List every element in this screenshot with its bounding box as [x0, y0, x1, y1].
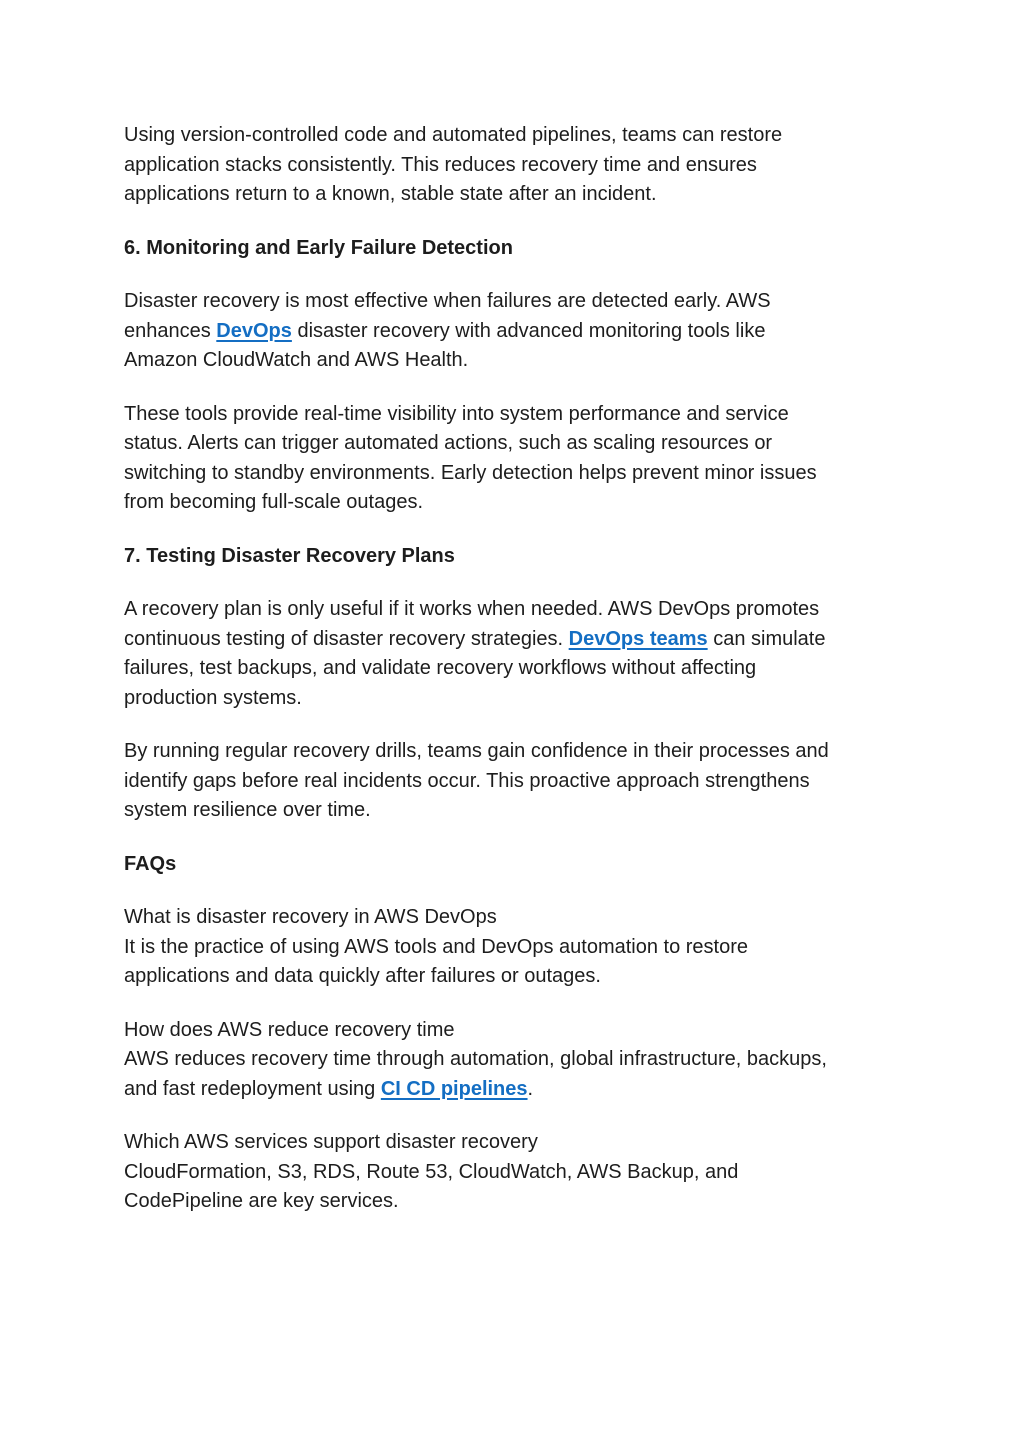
- text-line: status. Alerts can trigger automated actions, such as scaling resources or: [124, 432, 773, 454]
- text-line: identify gaps before real incidents occur. This proactive approach strengthens: [124, 769, 810, 792]
- faq-question: How does AWS reduce recovery time: [124, 1018, 455, 1041]
- text-segment: enhances: [124, 319, 217, 342]
- paragraph-recovery-drills: [124, 737, 963, 826]
- text-line: Amazon CloudWatch and AWS Health.: [124, 349, 469, 371]
- paragraph-recovery-plan-testing: [124, 595, 963, 713]
- text-segment: disaster recovery with advanced monitoring tools like: [291, 319, 766, 342]
- text-line: These tools provide real-time visibility into system performance and service: [124, 402, 789, 425]
- text-line: application stacks consistently. This reduces recovery time and ensures: [124, 153, 757, 176]
- heading-testing-disaster-recovery-plans: 7. Testing Disaster Recovery Plans: [124, 544, 455, 567]
- text-line: switching to standby environments. Early detection helps prevent minor issues: [124, 461, 817, 484]
- link-ci-cd-pipelines[interactable]: CI CD pipelines: [380, 1077, 528, 1100]
- text-line: system resilience over time.: [124, 799, 371, 821]
- faq-question: What is disaster recovery in AWS DevOps: [124, 906, 497, 928]
- faq-item-how-aws-reduces-recovery-time: [124, 1016, 963, 1105]
- text-line: [124, 317, 963, 347]
- text-segment: .: [527, 1077, 534, 1100]
- heading-monitoring-early-failure-detection: 6. Monitoring and Early Failure Detection: [124, 236, 513, 259]
- faq-item-which-aws-services: [124, 1128, 963, 1217]
- text-segment: and fast redeployment using: [124, 1077, 381, 1100]
- faq-answer-line: CloudFormation, S3, RDS, Route 53, CloudWatch, AWS Backup, and: [124, 1160, 739, 1183]
- paragraph-monitoring-tools: [124, 287, 963, 376]
- text-line: from becoming full-scale outages.: [124, 491, 424, 513]
- link-devops[interactable]: DevOps: [216, 319, 292, 342]
- link-devops-teams[interactable]: DevOps teams: [568, 627, 708, 650]
- paragraph-intro: [124, 121, 963, 210]
- heading-faqs: FAQs: [124, 852, 177, 875]
- text-line: failures, test backups, and validate recovery workflows without affecting: [124, 657, 757, 679]
- faq-answer-line: AWS reduces recovery time through automation, global infrastructure, backups,: [124, 1048, 827, 1070]
- faq-item-what-is-disaster-recovery: [124, 903, 963, 992]
- text-line: A recovery plan is only useful if it works when needed. AWS DevOps promotes: [124, 598, 820, 620]
- text-segment: can simulate: [707, 627, 826, 650]
- text-segment: continuous testing of disaster recovery strategies.: [124, 627, 569, 650]
- text-line: Using version-controlled code and automated pipelines, teams can restore: [124, 124, 783, 146]
- text-line: production systems.: [124, 686, 302, 709]
- text-line: applications return to a known, stable state after an incident.: [124, 183, 657, 205]
- faq-answer-line: applications and data quickly after failures or outages.: [124, 965, 601, 987]
- faq-answer-line: CodePipeline are key services.: [124, 1190, 399, 1212]
- text-line: By running regular recovery drills, teams gain confidence in their processes and: [124, 740, 829, 762]
- text-line: Disaster recovery is most effective when failures are detected early. AWS: [124, 290, 771, 312]
- paragraph-realtime-visibility: [124, 400, 963, 518]
- text-line: [124, 625, 963, 655]
- faq-answer-line: [124, 1075, 963, 1105]
- faq-answer-line: It is the practice of using AWS tools and DevOps automation to restore: [124, 935, 749, 958]
- faq-question: Which AWS services support disaster recovery: [124, 1131, 538, 1153]
